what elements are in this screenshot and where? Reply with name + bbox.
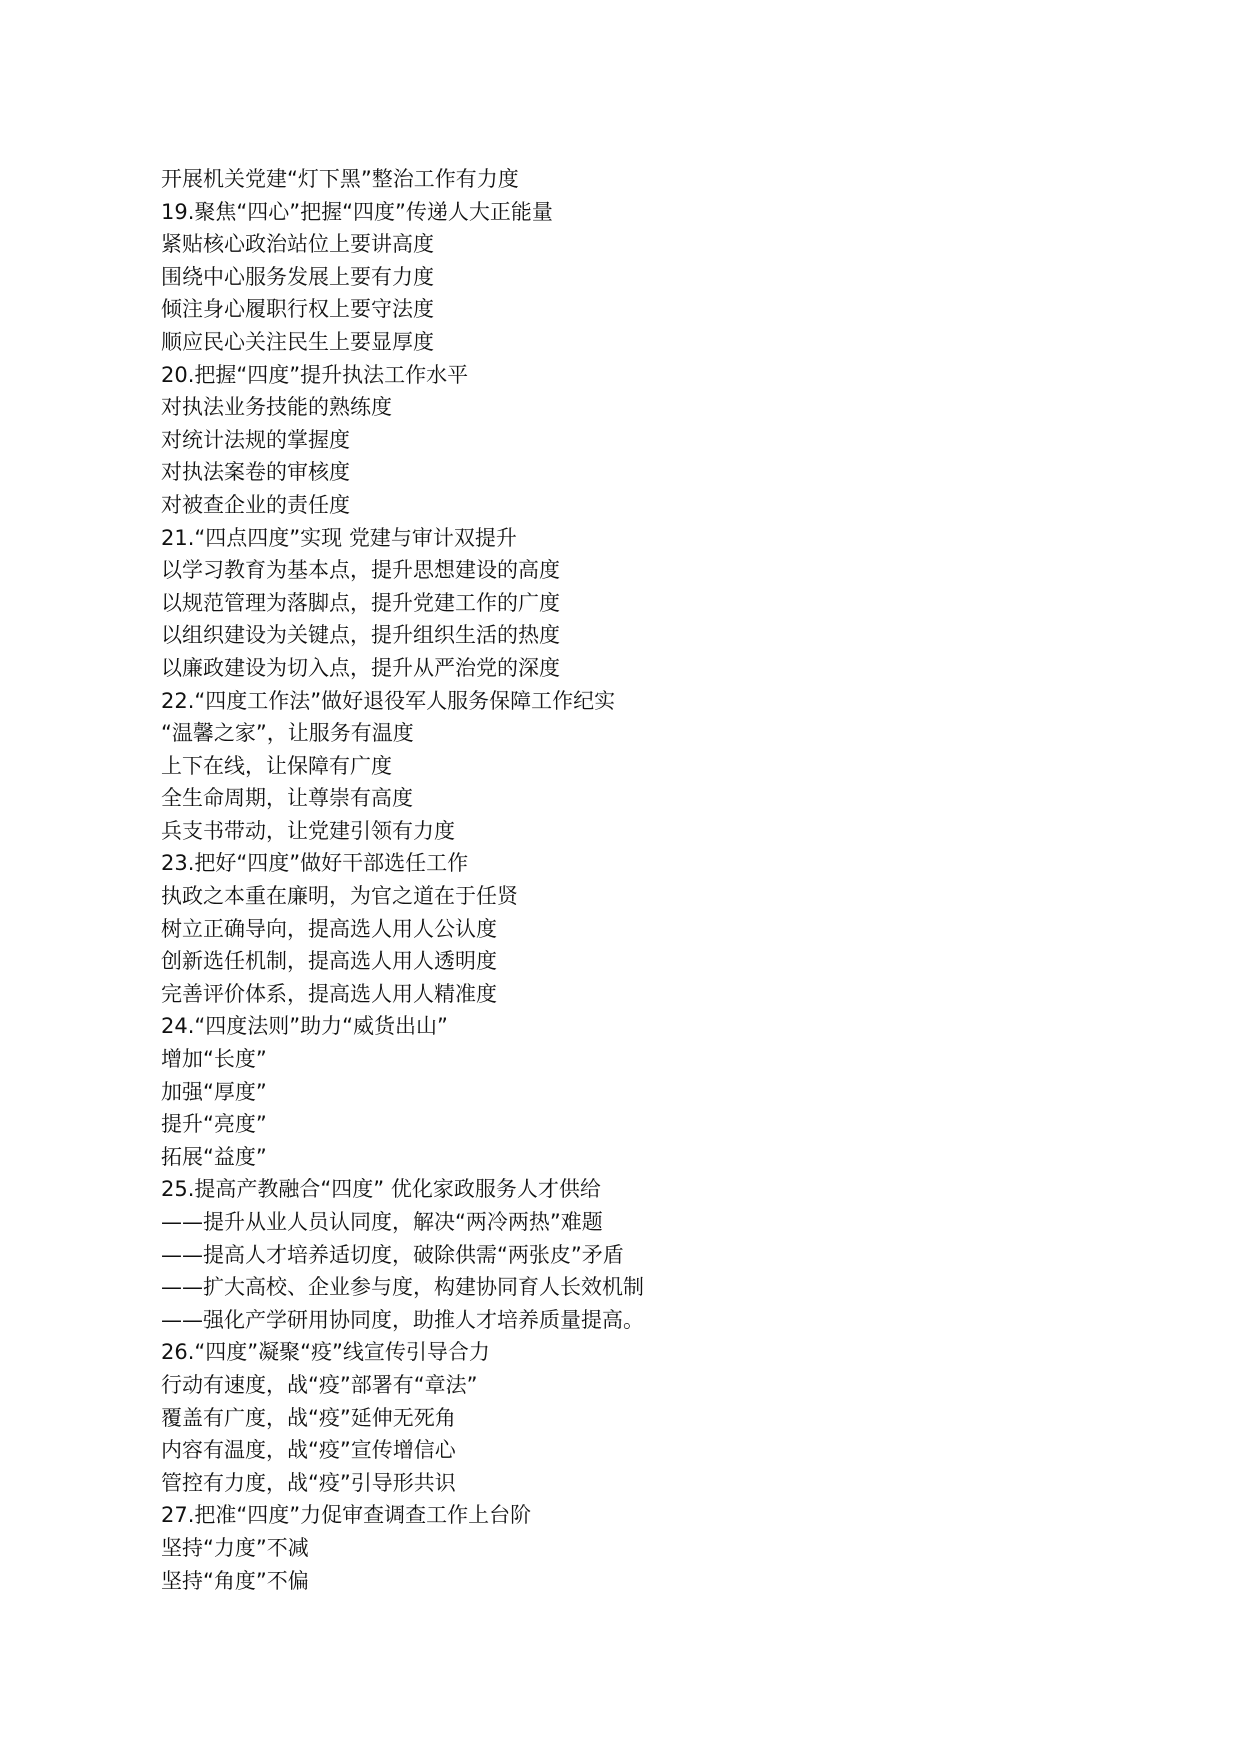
text-line: 围绕中心服务发展上要有力度 [161,264,434,289]
text-line: 以规范管理为落脚点，提升党建工作的广度 [161,590,560,615]
text-line: ——提高人才培养适切度，破除供需“两张皮”矛盾 [161,1242,624,1267]
section-heading: 26.“四度”凝聚“疫”线宣传引导合力 [161,1340,490,1365]
text-line: 对执法业务技能的熟练度 [161,395,392,420]
section-heading: 25.提高产教融合“四度” 优化家政服务人才供给 [161,1177,601,1202]
text-line: 加强“厚度” [161,1079,267,1104]
text-line: “温馨之家”，让服务有温度 [161,721,414,746]
text-line: 对统计法规的掌握度 [161,427,350,452]
text-line: 坚持“力度”不减 [161,1535,309,1560]
text-line: 对执法案卷的审核度 [161,460,350,485]
section-heading: 27.把准“四度”力促审查调查工作上台阶 [161,1503,532,1528]
text-line: 以学习教育为基本点，提升思想建设的高度 [161,558,560,583]
text-line: ——提升从业人员认同度，解决“两冷两热”难题 [161,1210,603,1234]
text-line: 内容有温度，战“疫”宣传增信心 [161,1438,456,1463]
text-line: 上下在线，让保障有广度 [161,753,392,778]
text-line: 全生命周期，让尊崇有高度 [161,786,413,811]
text-line: 拓展“益度” [161,1144,267,1169]
text-line: 兵支书带动，让党建引领有力度 [161,818,455,843]
text-line: 完善评价体系，提高选人用人精准度 [161,981,497,1006]
document-body [161,163,1161,1597]
text-line: 以廉政建设为切入点，提升从严治党的深度 [161,655,560,680]
text-line: ——强化产学研用协同度，助推人才培养质量提高。 [161,1307,644,1332]
section-heading: 21.“四点四度”实现 党建与审计双提升 [161,525,517,550]
text-line: 执政之本重在廉明，为官之道在于任贤 [161,884,518,909]
text-line: 覆盖有广度，战“疫”延伸无死角 [161,1405,456,1430]
section-heading: 22.“四度工作法”做好退役军人服务保障工作纪实 [161,688,616,713]
section-heading: 19.聚焦“四心”把握“四度”传递人大正能量 [161,199,553,224]
text-line: 创新选任机制，提高选人用人透明度 [161,949,497,974]
text-line: 坚持“角度”不偏 [161,1568,309,1593]
section-heading: 20.把握“四度”提升执法工作水平 [161,362,469,387]
text-line: 紧贴核心政治站位上要讲高度 [161,232,434,257]
text-line: 行动有速度，战“疫”部署有“章法” [161,1372,478,1397]
text-line: 倾注身心履职行权上要守法度 [161,297,434,322]
text-line: 增加“长度” [161,1047,267,1072]
section-heading: 23.把好“四度”做好干部选任工作 [161,851,469,876]
text-line: 开展机关党建“灯下黑”整治工作有力度 [161,167,519,191]
text-line: 树立正确导向，提高选人用人公认度 [161,916,497,941]
text-line: 对被查企业的责任度 [161,492,350,517]
section-heading: 24.“四度法则”助力“威货出山” [161,1014,448,1039]
text-line: 以组织建设为关键点，提升组织生活的热度 [161,623,560,648]
text-line: ——扩大高校、企业参与度，构建协同育人长效机制 [161,1275,644,1300]
text-line: 管控有力度，战“疫”引导形共识 [161,1470,456,1495]
text-line: 顺应民心关注民生上要显厚度 [161,329,434,354]
text-line: 提升“亮度” [161,1112,267,1137]
